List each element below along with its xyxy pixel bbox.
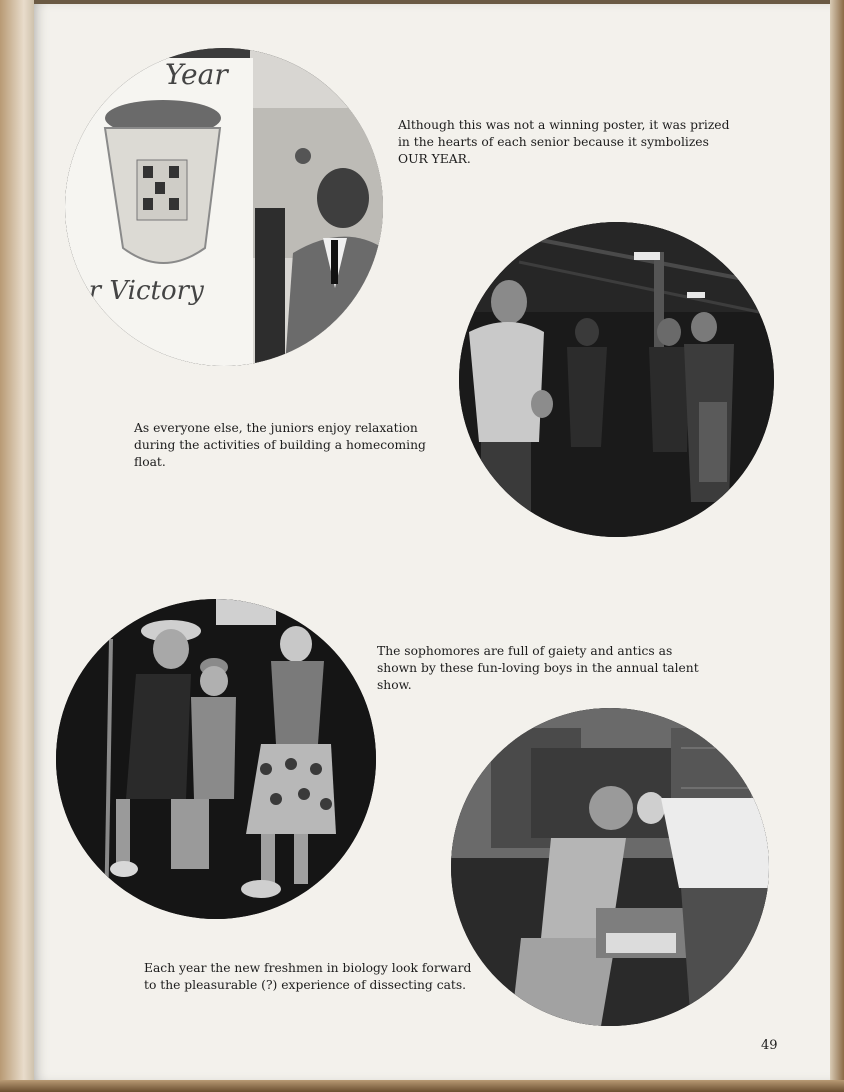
juniors-photo	[459, 222, 774, 537]
page-number: 49	[761, 1038, 778, 1053]
freshmen-caption: Each year the new freshmen in biology look forward to the pleasurable (?) experience of dissecting cats.	[144, 961, 472, 992]
book-spine	[0, 0, 34, 1092]
poster-caption: Although this was not a winning poster, it was prized in the hearts of each senior because it symbolizes OUR YEAR.	[398, 118, 730, 166]
sophomores-photo	[56, 599, 376, 919]
sophomores-caption: The sophomores are full of gaiety and antics as shown by these fun-loving boys in the annual talent show.	[377, 644, 699, 692]
poster-text-top: Year	[165, 58, 228, 91]
juniors-caption: As everyone else, the juniors enjoy relaxation during the activities of building a homecoming float.	[134, 421, 426, 469]
page-edge-right	[830, 0, 844, 1092]
poster-text-bottom: or Victory	[73, 276, 204, 306]
page-edge-bottom	[0, 1080, 844, 1092]
poster-photo	[65, 48, 383, 366]
freshmen-photo	[451, 708, 769, 1026]
